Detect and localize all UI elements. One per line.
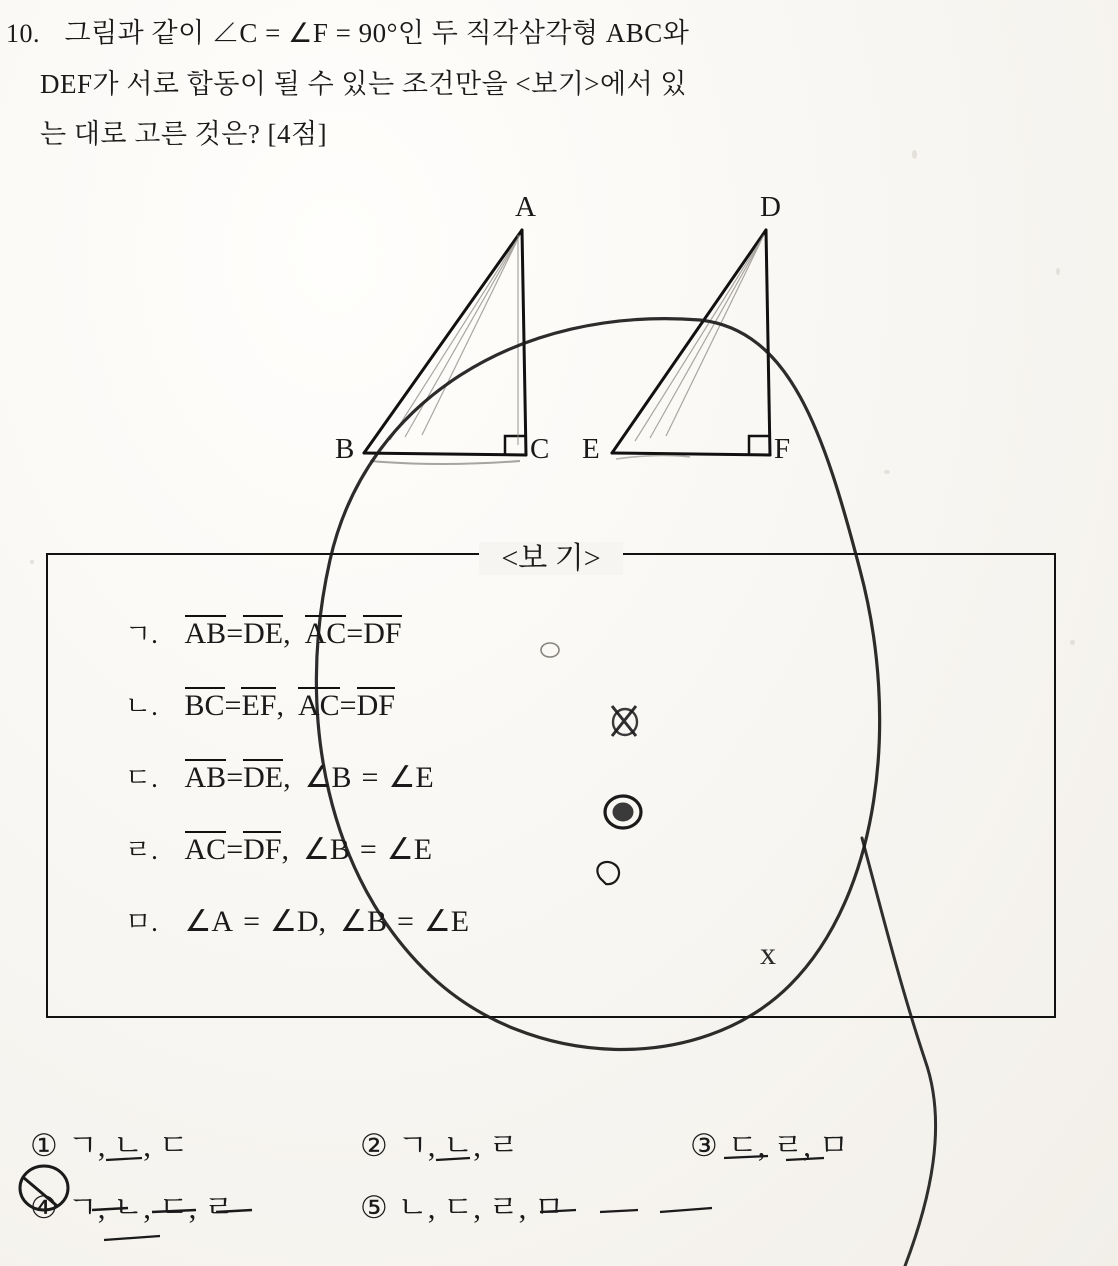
stem-line-2 bbox=[6, 59, 1086, 109]
stem-line-1 bbox=[6, 8, 1086, 59]
paper-speck bbox=[884, 470, 890, 474]
bogi-angle-5d: ∠E bbox=[423, 905, 470, 938]
bogi-seg-4b: DF bbox=[243, 833, 282, 866]
bogi-eq-1a: = bbox=[226, 617, 244, 650]
choice-row-2 bbox=[30, 1182, 1090, 1244]
choice-1[interactable] bbox=[30, 1120, 189, 1165]
geometry-figure bbox=[330, 191, 800, 505]
bogi-marker-2: ㄴ. bbox=[125, 691, 158, 721]
bogi-seg-2d: DF bbox=[356, 689, 395, 722]
bogi-marker-1: ㄱ. bbox=[125, 619, 158, 649]
figure-label-B: B bbox=[335, 433, 355, 465]
bogi-seg-2a: BC bbox=[184, 689, 225, 722]
choice-2[interactable] bbox=[360, 1120, 519, 1165]
bogi-eq-4a: = bbox=[226, 833, 244, 866]
bogi-eq-2a: = bbox=[224, 689, 242, 722]
choice-1-text: ㄱ, ㄴ, ㄷ bbox=[67, 1128, 189, 1163]
paper-speck bbox=[1056, 268, 1060, 275]
triangles-svg bbox=[330, 205, 800, 505]
answer-choices bbox=[30, 1120, 1090, 1244]
paper-speck bbox=[30, 560, 34, 564]
bogi-marker-5: ㅁ. bbox=[125, 907, 158, 937]
choice-3-text: ㄷ, ㄹ, ㅁ bbox=[727, 1128, 849, 1163]
bogi-comma-1: , bbox=[283, 617, 291, 650]
bogi-eq-5a: = bbox=[243, 905, 260, 938]
choice-row-1 bbox=[30, 1120, 1090, 1182]
bogi-seg-2b: EF bbox=[241, 689, 277, 722]
figure-label-F: F bbox=[774, 433, 791, 465]
bogi-seg-1b: DE bbox=[243, 617, 284, 650]
bogi-item-4 bbox=[125, 828, 925, 900]
bogi-angle-5c: ∠B bbox=[340, 905, 387, 938]
bogi-item-1 bbox=[125, 612, 925, 684]
bogi-angle-5b: ∠D bbox=[269, 905, 319, 938]
bogi-angle-3b: ∠E bbox=[388, 761, 434, 794]
bogi-item-2 bbox=[125, 684, 925, 756]
bogi-angle-4a: ∠B bbox=[302, 833, 350, 866]
bogi-comma-4: , bbox=[281, 833, 289, 866]
bogi-item-3 bbox=[125, 756, 925, 828]
figure-label-E: E bbox=[582, 433, 600, 465]
bogi-marker-4: ㄹ. bbox=[125, 835, 158, 865]
stem-text-3: 는 대로 고른 것은? [4점] bbox=[40, 119, 328, 149]
bogi-eq-3a: = bbox=[226, 761, 244, 794]
bogi-comma-5: , bbox=[318, 905, 327, 938]
bogi-item-5 bbox=[125, 900, 925, 972]
bogi-seg-4a: AC bbox=[184, 833, 227, 866]
bogi-eq-1b: = bbox=[346, 617, 364, 650]
figure-label-C: C bbox=[530, 433, 550, 465]
bogi-comma-3: , bbox=[283, 761, 291, 794]
bogi-seg-3b: DE bbox=[243, 761, 284, 794]
choice-4[interactable] bbox=[30, 1182, 234, 1227]
bogi-angle-5a: ∠A bbox=[184, 905, 234, 938]
stem-text-2: DEF가 서로 합동이 될 수 있는 조건만을 <보기>에서 있 bbox=[40, 69, 688, 99]
bogi-seg-1c: AC bbox=[304, 617, 347, 650]
figure-label-A: A bbox=[515, 191, 536, 223]
choice-5-text: ㄴ, ㄷ, ㄹ, ㅁ bbox=[397, 1190, 565, 1225]
choice-3[interactable] bbox=[690, 1120, 849, 1165]
bogi-marker-3: ㄷ. bbox=[125, 763, 158, 793]
bogi-seg-1a: AB bbox=[184, 617, 227, 650]
bogi-angle-3a: ∠B bbox=[304, 761, 352, 794]
choice-4-number: ④ bbox=[30, 1190, 58, 1225]
bogi-item-list bbox=[125, 612, 925, 972]
bogi-eq-4b: = bbox=[359, 833, 377, 866]
bogi-eq-5b: = bbox=[396, 905, 414, 938]
bogi-eq-2b: = bbox=[339, 689, 357, 722]
choice-4-text: ㄱ, ㄴ, ㄷ, ㄹ bbox=[67, 1190, 235, 1225]
choice-3-number: ③ bbox=[690, 1128, 718, 1163]
bogi-angle-4b: ∠E bbox=[386, 833, 433, 866]
bogi-comma-2: , bbox=[276, 689, 284, 722]
figure-label-D: D bbox=[760, 191, 781, 223]
bogi-title-text: <보 기> bbox=[479, 542, 622, 575]
choice-1-number: ① bbox=[30, 1128, 58, 1163]
bogi-seg-1d: DF bbox=[363, 617, 402, 650]
question-stem bbox=[6, 8, 1086, 159]
choice-5-number: ⑤ bbox=[360, 1190, 388, 1225]
stem-text-1: 그림과 같이 ∠C = ∠F = 90°인 두 직각삼각형 ABC와 bbox=[64, 18, 690, 48]
paper-speck bbox=[1070, 640, 1075, 645]
handwritten-x-mark: x bbox=[760, 935, 776, 971]
question-number: 10. bbox=[6, 19, 40, 48]
choice-5[interactable] bbox=[360, 1182, 564, 1227]
choice-2-text: ㄱ, ㄴ, ㄹ bbox=[397, 1128, 519, 1163]
choice-2-number: ② bbox=[360, 1128, 388, 1163]
bogi-seg-2c: AC bbox=[297, 689, 340, 722]
stem-line-3 bbox=[6, 109, 1086, 159]
bogi-eq-3b: = bbox=[361, 761, 379, 794]
bogi-seg-3a: AB bbox=[184, 761, 227, 794]
